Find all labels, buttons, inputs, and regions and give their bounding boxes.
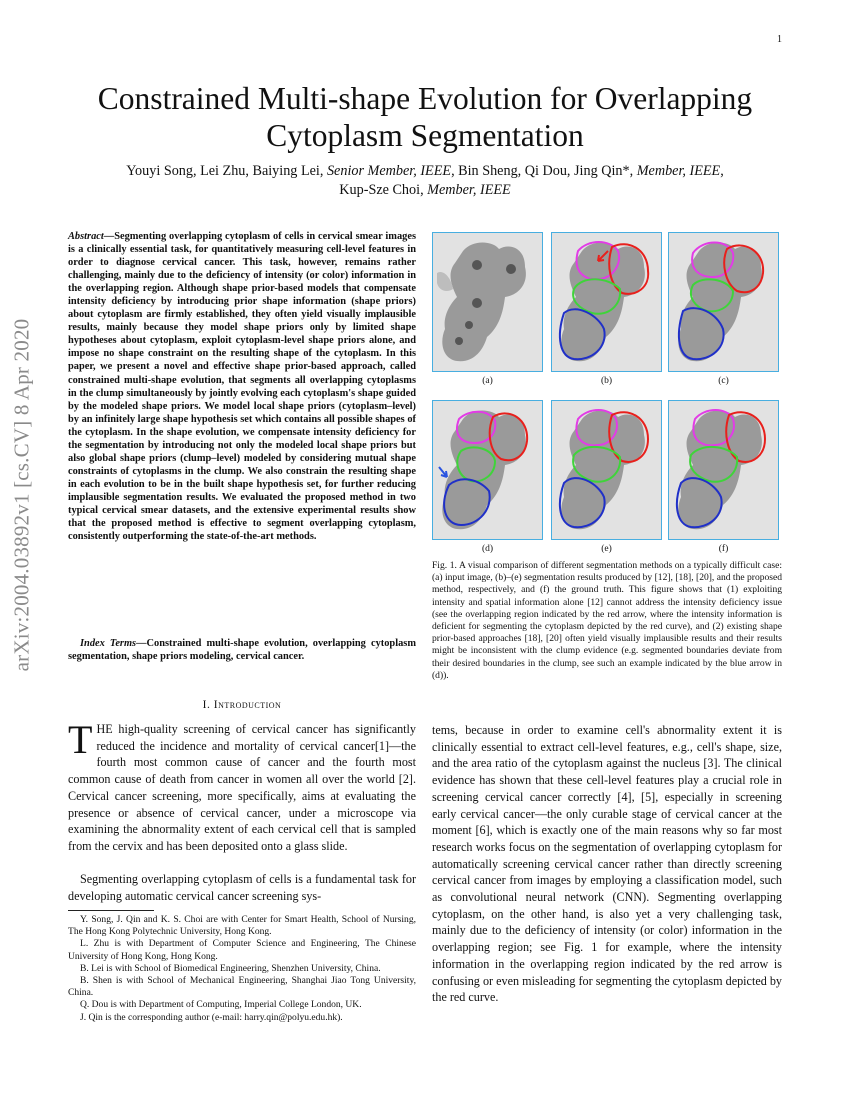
footnote: Q. Dou is with Department of Computing, Imperial College London, UK. <box>80 999 362 1011</box>
authors-line2-a: Kup-Sze Choi, <box>339 181 428 198</box>
section-title: Introduction <box>213 699 282 711</box>
dropcap: T <box>68 717 93 762</box>
abstract-text: —Segmenting overlapping cytoplasm of cells in cervical smear images is a clinically essential task, for quantitatively measuring cell-level features in order to diagnose cervical cancer. This task, however, remains rather challenging, mainly due to the deficiency of intensity (or color) information in the overlapping region. Although shape prior-based models that compensate intensity deficiency by introducing prior shape information (shape priors) about cytoplasm are firmly established, they often yield visually implausible results, mainly because they model shape priors only by limited shape hypotheses about cytoplasm, exploit cytoplasm-level shape priors alone, and impose no shape constraint on the resulting shape of the cytoplasm. In this paper, we present a novel and effective shape prior-based approach, called constrained multi-shape evolution, that segments all overlapping cytoplasms in the clump simultaneously by jointly evolving each cytoplasm's shape guided by the modeled shape priors. We model local shape priors (cytoplasm–level) by an infinitely large shape hypothesis set which contains all possible shapes of the cytoplasm. In the shape evolution, we compensate intensity deficiency for the segmentation by introducing not only the modeled local shape priors but also global shape priors (clump–level) modeled by considering mutual shape constraints of cytoplasms in the clump. We also constrain the resulting shape in each evolution to be in the built shape hypothesis set, for further reducing implausible segmentation results. We evaluated the proposed method in two typical cervical smear datasets, and the extensive experimental results show that the proposed method is effective to segment overlapping cytoplasm, consistently outperforming the state-of-the-art methods. <box>68 231 416 543</box>
author-list <box>60 162 790 199</box>
authors-line1-c: , Bin Sheng, Qi Dou, Jing Qin*, <box>451 163 637 179</box>
cell-clump-image <box>442 411 526 530</box>
figure-panel-f <box>668 400 779 540</box>
authors-line1-b: Senior Member, IEEE <box>326 163 452 179</box>
footnote: Y. Song, J. Qin and K. S. Choi are with Center for Smart Health, School of Nursing, The Hong Kong Polytechnic University, Hong Kong. <box>68 914 416 938</box>
intro-paragraph-2: Segmenting overlapping cytoplasm of cells is a fundamental task for developing automatic cervical cancer screening sys- <box>68 872 416 903</box>
index-terms-text: —Constrained multi-shape evolution, overlapping cytoplasm segmentation, shape priors modeling, cervical cancer. <box>68 638 416 663</box>
index-terms-label: Index Terms <box>80 638 137 649</box>
footnote: J. Qin is the corresponding author (e-mail: harry.qin@polyu.edu.hk). <box>80 1011 343 1023</box>
panel-label-a: (a) <box>482 376 493 386</box>
arxiv-stamp-text: arXiv:2004.03892v1 [cs.CV] 8 Apr 2020 <box>9 318 34 672</box>
intro-paragraph-1-text: HE high-quality screening of cervical cancer has significantly reduced the incidence and mortality of cervical cancer[1]—the fourth most common cause of cancer and the fourth most common cause of death from cancer in women all over the world [2]. Cervical cancer screening, more specifically, aims at evaluating the presence or absence of cervical cancer, under a microscope via examining the abnormality extent of each cervical cell that is sampled from the cervix and has been deposited onto a glass slide. <box>68 722 416 853</box>
figure-1 <box>432 232 782 562</box>
cell-clump-image <box>678 243 762 362</box>
panel-label-d: (d) <box>481 544 494 554</box>
figure-panel-b <box>551 232 662 372</box>
arxiv-stamp <box>6 318 38 672</box>
authors-line2-b: Member, IEEE <box>427 181 511 198</box>
blue-arrow-icon <box>439 467 447 477</box>
section-number: I. <box>202 699 214 711</box>
cell-clump-image <box>437 243 526 362</box>
authors-line1-d: Member, IEEE <box>636 163 721 179</box>
panel-label-f: (f) <box>718 544 729 554</box>
panel-label-e: (e) <box>601 544 612 554</box>
paper-title: Constrained Multi-shape Evolution for Overlapping Cytoplasm Segmentation <box>97 81 753 153</box>
figure-panel-e <box>551 400 662 540</box>
authors-line1-e: , <box>720 163 724 179</box>
figure-panel-d <box>432 400 543 540</box>
footnote: B. Lei is with School of Biomedical Engineering, Shenzhen University, China. <box>80 962 381 974</box>
authors-line1-a: Youyi Song, Lei Zhu, Baiying Lei, <box>126 163 327 179</box>
figure-panel-c <box>668 232 779 372</box>
figure-caption: Fig. 1. A visual comparison of different segmentation methods on a typically difficult case: (a) input image, (b)–(e) segmentation results produced by [12], [18], [20], and the proposed method, respectively, and (f) the ground truth. This figure shows that (1) exploiting intensity and spatial information alone [12] cannot address the intensity deficiency issue (see the overlapping region indicated by the red arrow, where the intensity information is deficient for segmenting the cytoplasm depicted by the red curve), and (2) existing shape prior-based approaches [18], [20] often yield visually implausible results and their results might be inconsistent with the clump evidence (e.g. segmented boundaries deviate from their desired boundaries in the clump, see such an example indicated by the blue arrow in (d)). <box>432 560 782 681</box>
footnote: L. Zhu is with Department of Computer Science and Engineering, The Chinese University of Hong Kong, Hong Kong. <box>68 938 416 962</box>
figure-panel-a <box>432 232 543 372</box>
footnote: B. Shen is with School of Mechanical Engineering, Shanghai Jiao Tong University, China. <box>68 975 416 999</box>
footnote-rule <box>68 910 154 911</box>
section-heading <box>68 699 416 711</box>
abstract <box>68 230 416 543</box>
page-number: 1 <box>777 34 782 45</box>
right-column-paragraph: tems, because in order to examine cell's abnormality extent it is clinically essential to extract cell-level features, e.g., cell's shape, size, and the area ratio of the cytoplasm against the nucleus [3]. The clinical evidence has shown that these cell-level features play a crucial role in screening cervical cancer correctly [4], [5], especially in screening early cervical cancer—the only curable stage of cervical cancer at the moment [6], which is exactly one of the main reasons why so far most research works focus on the segmentation of overlapping cytoplasm for automatically screening cervical cancer rather than directly screening cervical cancer from images by employing a classification model, such as convolutional neural network (CNN). Segmenting overlapping cytoplasm, on the other hand, is also yet a very challenging task, mainly due to the deficiency of intensity (or color) information in the overlapping region; see Fig. 1 for example, where the intensity information in the overlapping region indicated by the red arrow is confusing or even misleading for segmenting the cytoplasm depicted by the red curve. <box>432 723 782 1005</box>
abstract-label: Abstract <box>68 231 104 242</box>
panel-label-c: (c) <box>718 376 729 386</box>
panel-label-b: (b) <box>600 376 613 386</box>
intro-paragraph-1 <box>68 717 416 855</box>
footnotes <box>68 914 416 1024</box>
index-terms <box>68 637 416 663</box>
